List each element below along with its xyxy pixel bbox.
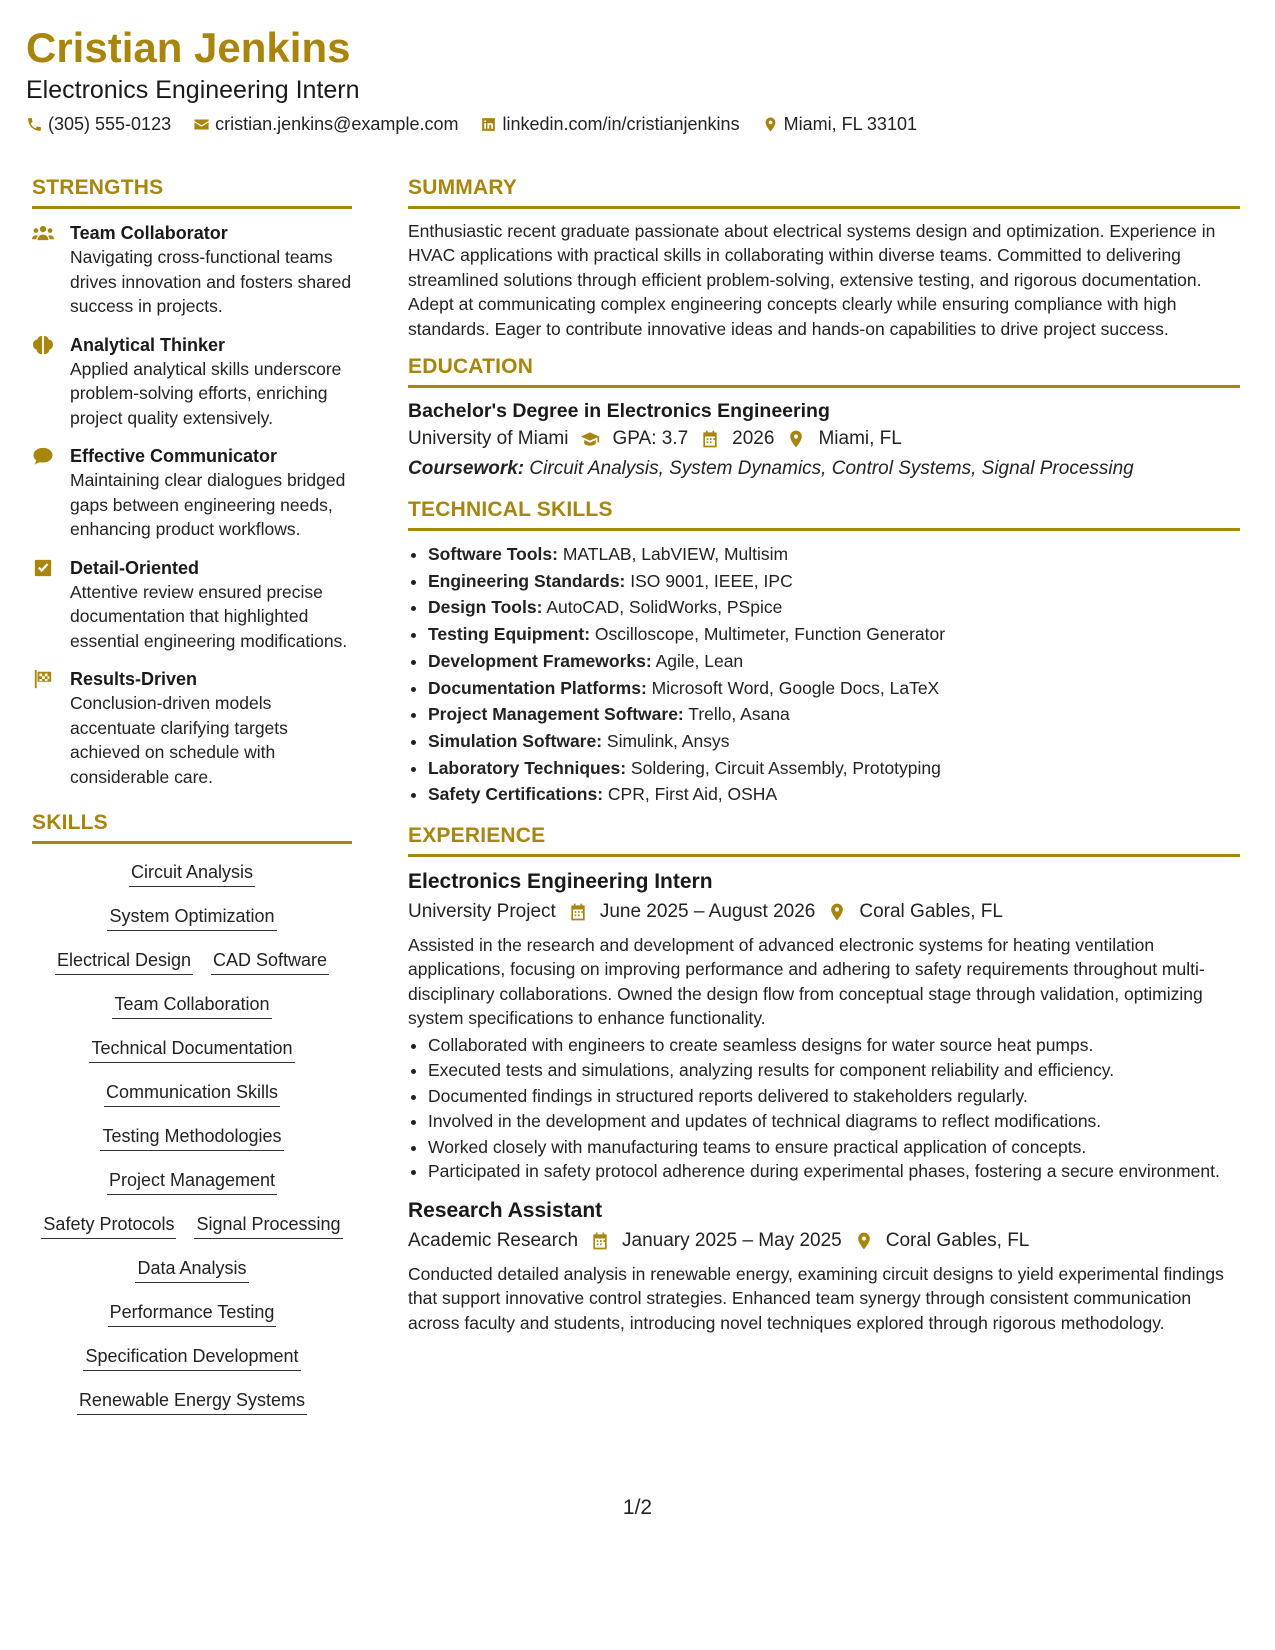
skill-tag: System Optimization: [107, 904, 276, 931]
page-number: 1/2: [622, 1496, 653, 1519]
list-item: • Laboratory Techniques: Soldering, Circuit Assembly, Prototyping: [428, 755, 1240, 782]
skill-tag: Team Collaboration: [112, 992, 271, 1019]
strength-title: Detail-Oriented: [70, 557, 200, 578]
list-item: • Development Frameworks: Agile, Lean: [428, 648, 1240, 675]
technical-skills-list: [408, 541, 1240, 808]
summary-text: Enthusiastic recent graduate passionate about electrical systems design and optimization. Experience in HVAC applications with practical skills in collaborating within diverse teams. Committed to delivering streamlined solutions through efficient problem-solving, extensive testing, and rigorous documentation. Adept at communicating complex engineering concepts clearly while ensuring compliance with high standards. Eager to contribute innovative ideas and hands-on capabilities to drive project success.: [408, 221, 1216, 339]
skill-tag: Technical Documentation: [89, 1036, 294, 1063]
job-title: Research Assistant: [408, 1198, 603, 1222]
list-item: • Engineering Standards: ISO 9001, IEEE, IPC: [428, 568, 1240, 595]
list-item: • Documentation Platforms: Microsoft Word, Google Docs, LaTeX: [428, 675, 1240, 702]
list-item: • Worked closely with manufacturing teams to ensure practical application of concepts.: [428, 1135, 1240, 1161]
job-org: University Project: [408, 901, 556, 923]
job-entry: [408, 867, 1240, 1184]
phone-icon: [26, 116, 43, 133]
resume-header: [26, 22, 1249, 135]
skill-tag: Testing Methodologies: [100, 1124, 283, 1151]
right-column: [408, 176, 1240, 1335]
contact-email[interactable]: [193, 114, 458, 135]
list-item: • Software Tools: MATLAB, LabVIEW, Multisim: [428, 541, 1240, 568]
candidate-name: Cristian Jenkins: [26, 24, 351, 71]
coursework-list: Circuit Analysis, System Dynamics, Control Systems, Signal Processing: [529, 458, 1134, 480]
strength-title: Effective Communicator: [70, 446, 278, 466]
education-heading: EDUCATION: [408, 355, 1240, 388]
education-location: Miami, FL: [818, 428, 902, 450]
job-description: Conducted detailed analysis in renewable energy, examining circuit designs to yield experimental findings that support innovative control strategies. Enhanced team synergy through consistent communication across faculty and students, introducing novel techniques explored through rigorous methodology.: [408, 1263, 1224, 1333]
degree-title: Bachelor's Degree in Electronics Engineering: [408, 400, 830, 423]
list-item: • Safety Certifications: CPR, First Aid, OSHA: [428, 781, 1240, 808]
linkedin-text: linkedin.com/in/cristianjenkins: [502, 114, 740, 134]
job-meta: [408, 1226, 1240, 1256]
skill-tag: Data Analysis: [135, 1256, 248, 1283]
strength-desc: Maintaining clear dialogues bridged gaps between engineering needs, enhancing product workflows.: [70, 470, 346, 539]
job-org: Academic Research: [408, 1229, 579, 1251]
strength-desc: Attentive review ensured precise documentation that highlighted essential engineering modifications.: [70, 581, 348, 651]
graduation-cap-icon: [580, 429, 600, 449]
strengths-list: [32, 221, 352, 789]
list-item: • Involved in the development and updates of technical diagrams to reflect modifications.: [428, 1109, 1240, 1135]
list-item: • Project Management Software: Trello, Asana: [428, 701, 1240, 728]
coursework: [408, 454, 1240, 484]
strength-title: Team Collaborator: [70, 223, 228, 243]
list-item: • Design Tools: AutoCAD, SolidWorks, PSpice: [428, 594, 1240, 621]
phone-text: (305) 555-0123: [48, 114, 172, 134]
users-icon: [32, 223, 54, 243]
skill-tag: Specification Development: [83, 1344, 300, 1371]
job-location: Coral Gables, FL: [885, 1229, 1030, 1251]
job-description: Assisted in the research and development of advanced electronic systems for heating ventilation applications, focusing on improving performance and adhering to safety requirements throughout multi-disciplinary collaborations. Owned the design flow from conceptual stage through validation, optimizing system specifications to enhance functionality.: [408, 935, 1205, 1029]
skill-tag: CAD Software: [211, 948, 329, 975]
strength-item: [32, 221, 352, 319]
technical-skills-heading: TECHNICAL SKILLS: [408, 498, 1240, 531]
skill-tag: Renewable Energy Systems: [77, 1388, 307, 1415]
flag-icon: [32, 669, 54, 689]
strength-title: Analytical Thinker: [70, 334, 226, 355]
gpa-text: GPA: 3.7: [612, 428, 689, 450]
coursework-label: Coursework:: [408, 458, 525, 480]
linkedin-icon: [480, 116, 497, 133]
strength-item: [32, 333, 352, 431]
chat-icon: [32, 446, 54, 466]
school-name: University of Miami: [408, 428, 569, 450]
strength-desc: Conclusion-driven models accentuate clarifying targets achieved on schedule with considerable care.: [70, 693, 288, 787]
strengths-heading: STRENGTHS: [32, 176, 352, 209]
email-text: cristian.jenkins@example.com: [215, 114, 459, 134]
strength-title: Results-Driven: [70, 669, 198, 689]
location-text: Miami, FL 33101: [783, 114, 917, 134]
job-entry: [408, 1196, 1240, 1335]
job-title: Electronics Engineering Intern: [408, 870, 713, 894]
skill-tag: Electrical Design: [55, 948, 193, 975]
map-pin-icon: [854, 1231, 874, 1251]
experience-heading: EXPERIENCE: [408, 824, 1240, 857]
skill-tag: Performance Testing: [108, 1300, 277, 1327]
candidate-title: Electronics Engineering Intern: [26, 76, 360, 104]
checkbox-icon: [32, 558, 54, 578]
strength-desc: Applied analytical skills underscore problem-solving efforts, enriching project quality extensively.: [70, 358, 342, 428]
skill-tag: Circuit Analysis: [129, 860, 255, 887]
strength-item: [32, 556, 352, 654]
skill-tag: Signal Processing: [194, 1212, 342, 1239]
contact-location: [762, 114, 917, 135]
strength-desc: Navigating cross-functional teams drives innovation and fosters shared success in projects.: [70, 247, 352, 316]
graduation-year: 2026: [732, 428, 775, 450]
map-pin-icon: [786, 429, 806, 449]
job-bullets: [408, 1033, 1240, 1184]
contact-phone[interactable]: [26, 114, 171, 135]
skills-list: [32, 860, 352, 1432]
list-item: • Testing Equipment: Oscilloscope, Multimeter, Function Generator: [428, 621, 1240, 648]
calendar-icon: [590, 1231, 610, 1251]
summary-heading: SUMMARY: [408, 176, 1240, 209]
strength-item: [32, 667, 352, 789]
skill-tag: Communication Skills: [104, 1080, 280, 1107]
job-dates: January 2025 – May 2025: [622, 1229, 842, 1251]
list-item: • Participated in safety protocol adherence during experimental phases, fostering a secure environment.: [428, 1160, 1240, 1184]
skill-tag: Safety Protocols: [41, 1212, 176, 1239]
brain-icon: [32, 335, 54, 355]
left-column: [32, 176, 352, 1432]
map-pin-icon: [762, 116, 779, 133]
skill-tag: Project Management: [107, 1168, 277, 1195]
education-meta: [408, 424, 1240, 454]
list-item: • Collaborated with engineers to create seamless designs for water source heat pumps.: [428, 1033, 1240, 1059]
strength-item: [32, 444, 352, 542]
list-item: • Simulation Software: Simulink, Ansys: [428, 728, 1240, 755]
envelope-icon: [193, 116, 210, 133]
contact-bar: [26, 114, 1249, 135]
calendar-icon: [568, 902, 588, 922]
calendar-icon: [700, 429, 720, 449]
contact-linkedin[interactable]: [480, 114, 739, 135]
skills-heading: SKILLS: [32, 811, 352, 844]
job-dates: June 2025 – August 2026: [599, 901, 816, 923]
job-location: Coral Gables, FL: [859, 901, 1003, 923]
list-item: • Documented findings in structured reports delivered to stakeholders regularly.: [428, 1084, 1240, 1110]
job-meta: [408, 897, 1240, 927]
list-item: • Executed tests and simulations, analyzing results for component reliability and efficiency.: [428, 1058, 1240, 1084]
map-pin-icon: [827, 902, 847, 922]
